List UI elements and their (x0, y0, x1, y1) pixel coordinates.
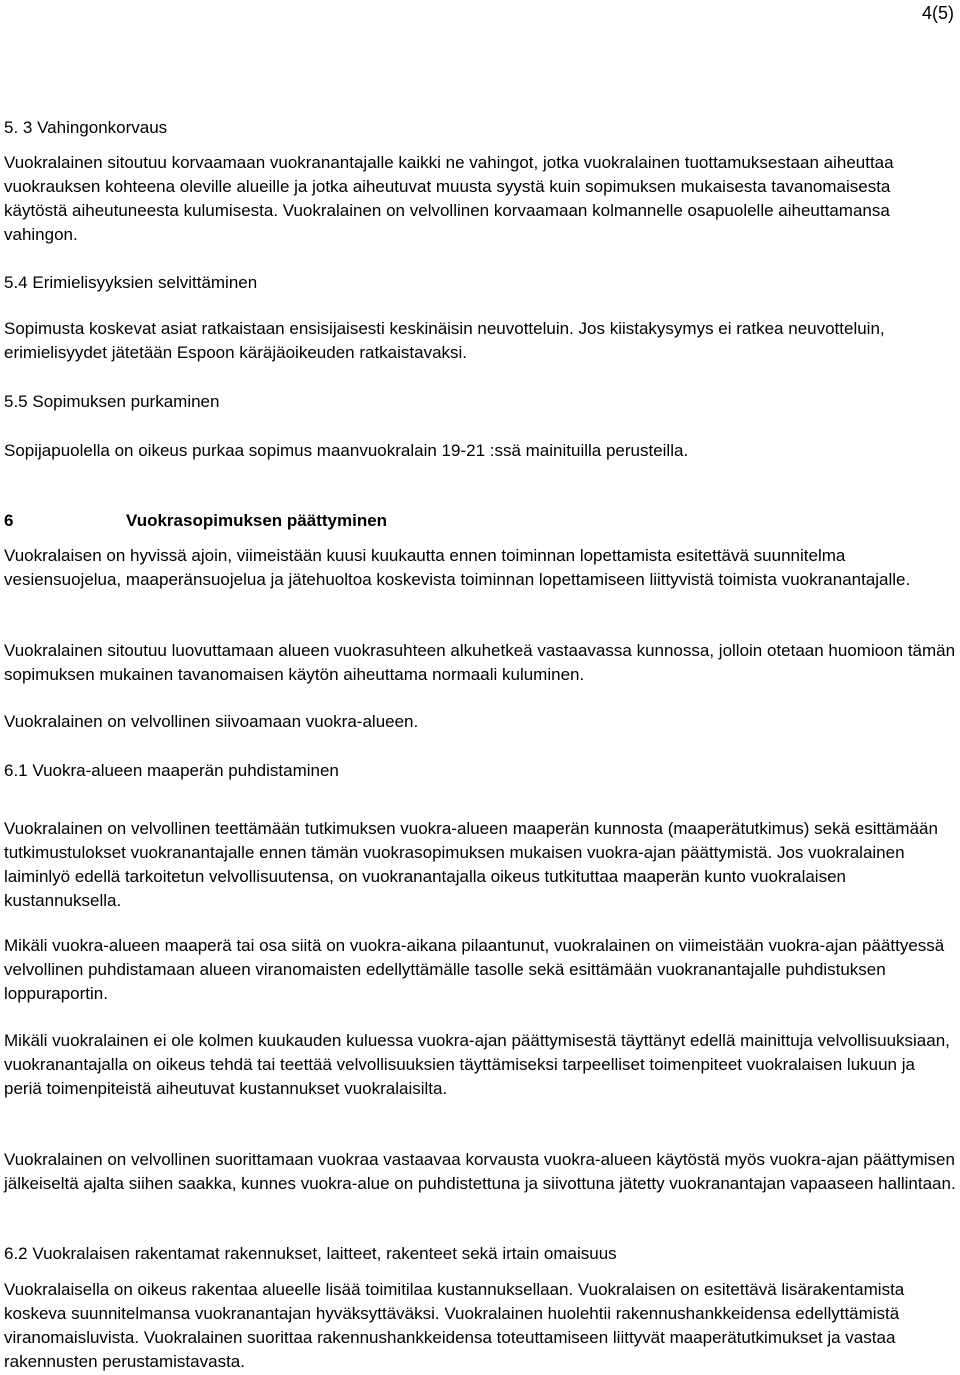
section-5-5-heading: 5.5 Sopimuksen purkaminen (4, 392, 220, 411)
section-6-1-paragraph-2: Mikäli vuokra-alueen maaperä tai osa siitä on vuokra-aikana pilaantunut, vuokralainen on viimeistään vuokra-ajan päättyessä velvollinen puhdistamaan alueen viranomaisten edellyttämälle tasolle sekä esittämään vuokranantajalle puhdistuksen loppuraportin. (4, 936, 945, 1003)
section-6-number: 6 (4, 511, 14, 530)
section-5-5-paragraph: Sopijapuolella on oikeus purkaa sopimus maanvuokralain 19-21 :ssä mainituilla perusteilla. (4, 441, 689, 460)
section-6-paragraph-2: Vuokralainen sitoutuu luovuttamaan alueen vuokrasuhteen alkuhetkeä vastaavassa kunnossa, jolloin otetaan huomioon tämän sopimuksen mukainen tavanomaisen käytön aiheuttama normaali kuluminen. (4, 641, 956, 684)
section-6-title: Vuokrasopimuksen päättyminen (126, 511, 388, 530)
section-6-paragraph-3: Vuokralainen on velvollinen siivoamaan vuokra-alueen. (4, 712, 419, 731)
section-5-4-heading: 5.4 Erimielisyyksien selvittäminen (4, 273, 258, 292)
section-5-4-paragraph: Sopimusta koskevat asiat ratkaistaan ensisijaisesti keskinäisin neuvotteluin. Jos kiistakysymys ei ratkea neuvotteluin, erimielisyydet jätetään Espoon käräjäoikeuden ratkaistavaksi. (4, 319, 885, 362)
section-6-2-paragraph: Vuokralaisella on oikeus rakentaa alueelle lisää toimitilaa kustannuksellaan. Vuokralaisen on esitettävä lisärakentamista koskeva suunnitelmansa vuokranantajan hyväksyttäväksi. Vuokralainen huolehtii rakennushankkeidensa edellyttämistä viranomaisluvista. Vuokralainen suorittaa rakennushankkeidensa toteuttamiseen liittyvät maaperätutkimukset ja vastaa rakennusten perustamistavasta. (4, 1280, 905, 1371)
section-6-2-heading: 6.2 Vuokralaisen rakentamat rakennukset, laitteet, rakenteet sekä irtain omaisuus (4, 1244, 617, 1263)
section-6-paragraph-1: Vuokralaisen on hyvissä ajoin, viimeistään kuusi kuukautta ennen toiminnan lopettamista esitettävä suunnitelma vesiensuojelua, maaperänsuojelua ja jätehuoltoa koskevista toiminnan lopettamiseen liittyvistä toimista vuokranantajalle. (4, 546, 911, 589)
section-6-1-paragraph-4: Vuokralainen on velvollinen suorittamaan vuokraa vastaavaa korvausta vuokra-alueen käytöstä myös vuokra-ajan päättymisen jälkeiseltä ajalta siihen saakka, kunnes vuokra-alue on puhdistettuna ja siivottuna jätetty vuokranantajan vapaaseen hallintaan. (4, 1150, 956, 1193)
section-5-3-heading: 5. 3 Vahingonkorvaus (4, 118, 168, 137)
section-6-1-paragraph-1: Vuokralainen on velvollinen teettämään tutkimuksen vuokra-alueen maaperän kunnosta (maaperätutkimus) sekä esittämään tutkimustulokset vuokranantajalle ennen tämän vuokrasopimuksen mukaisen vuokra-ajan päättymistä. Jos vuokralainen laiminlyö edellä tarkoitetun velvollisuutensa, on vuokranantajalla oikeus tutkituttaa maaperän kunto vuokralaisen kustannuksella. (4, 819, 938, 910)
section-6-1-paragraph-3: Mikäli vuokralainen ei ole kolmen kuukauden kuluessa vuokra-ajan päättymisestä täyttänyt edellä mainittuja velvollisuuksiaan, vuokranantajalla on oikeus tehdä tai teettää velvollisuuksien täyttämiseksi tarpeelliset toimenpiteet vuokralaisen lukuun ja periä toimenpiteistä aiheutuvat kustannukset vuokralaisilta. (4, 1031, 950, 1098)
section-5-3-paragraph: Vuokralainen sitoutuu korvaamaan vuokranantajalle kaikki ne vahingot, jotka vuokralainen tuottamuksestaan aiheuttaa vuokrauksen kohteena oleville alueille ja jotka aiheutuvat muusta syystä kuin sopimuksen mukaisesta tavanomaisesta käytöstä aiheutuneesta kulumisesta. Vuokralainen on velvollinen korvaamaan kolmannelle osapuolelle aiheuttamansa vahingon. (4, 153, 894, 244)
page-number: 4(5) (921, 3, 954, 23)
section-6-heading (4, 509, 387, 533)
section-6-1-heading: 6.1 Vuokra-alueen maaperän puhdistaminen (4, 761, 339, 780)
